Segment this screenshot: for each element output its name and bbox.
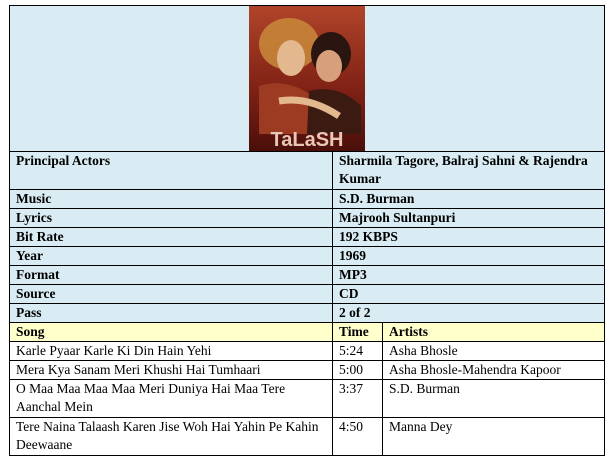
info-value: 1969 xyxy=(333,247,605,266)
song-title: Karle Pyaar Karle Ki Din Hain Yehi xyxy=(10,342,333,361)
songs-header-row xyxy=(10,323,605,342)
info-value: Sharmila Tagore, Balraj Sahni & Rajendra Kumar xyxy=(333,152,605,190)
info-value: S.D. Burman xyxy=(333,190,605,209)
info-label: Principal Actors xyxy=(10,152,333,190)
song-row xyxy=(10,418,605,456)
song-row xyxy=(10,380,605,418)
album-cover-image xyxy=(249,6,365,151)
song-artists: Manna Dey xyxy=(383,418,605,456)
info-row-format xyxy=(10,266,605,285)
info-label: Format xyxy=(10,266,333,285)
info-label: Lyrics xyxy=(10,209,333,228)
song-time: 3:37 xyxy=(333,380,383,418)
song-artists: Asha Bhosle-Mahendra Kapoor xyxy=(383,361,605,380)
info-label: Year xyxy=(10,247,333,266)
song-artists: S.D. Burman xyxy=(383,380,605,418)
poster-title: TaLaSH xyxy=(270,129,344,151)
header-artists: Artists xyxy=(383,323,605,342)
info-value: MP3 xyxy=(333,266,605,285)
info-row-year xyxy=(10,247,605,266)
song-time: 5:00 xyxy=(333,361,383,380)
song-title: O Maa Maa Maa Maa Meri Duniya Hai Maa Tere Aanchal Mein xyxy=(10,380,333,418)
song-row xyxy=(10,342,605,361)
info-label: Music xyxy=(10,190,333,209)
song-title: Mera Kya Sanam Meri Khushi Hai Tumhaari xyxy=(10,361,333,380)
album-info-sheet xyxy=(9,5,604,460)
song-title: Tere Naina Talaash Karen Jise Woh Hai Yahin Pe Kahin Deewaane xyxy=(10,418,333,456)
info-row-actors xyxy=(10,152,605,190)
info-row-pass xyxy=(10,304,605,323)
info-row-source xyxy=(10,285,605,304)
info-row-music xyxy=(10,190,605,209)
song-time: 5:24 xyxy=(333,342,383,361)
poster-cell xyxy=(10,6,605,152)
poster-row xyxy=(10,6,605,152)
info-value: 192 KBPS xyxy=(333,228,605,247)
header-song: Song xyxy=(10,323,333,342)
header-time: Time xyxy=(333,323,383,342)
info-label: Pass xyxy=(10,304,333,323)
info-row-bitrate xyxy=(10,228,605,247)
song-time: 4:50 xyxy=(333,418,383,456)
info-value: 2 of 2 xyxy=(333,304,605,323)
info-value: Majrooh Sultanpuri xyxy=(333,209,605,228)
info-value: CD xyxy=(333,285,605,304)
song-artists: Asha Bhosle xyxy=(383,342,605,361)
info-label: Bit Rate xyxy=(10,228,333,247)
info-row-lyrics xyxy=(10,209,605,228)
info-label: Source xyxy=(10,285,333,304)
album-table xyxy=(9,5,605,456)
song-row xyxy=(10,361,605,380)
